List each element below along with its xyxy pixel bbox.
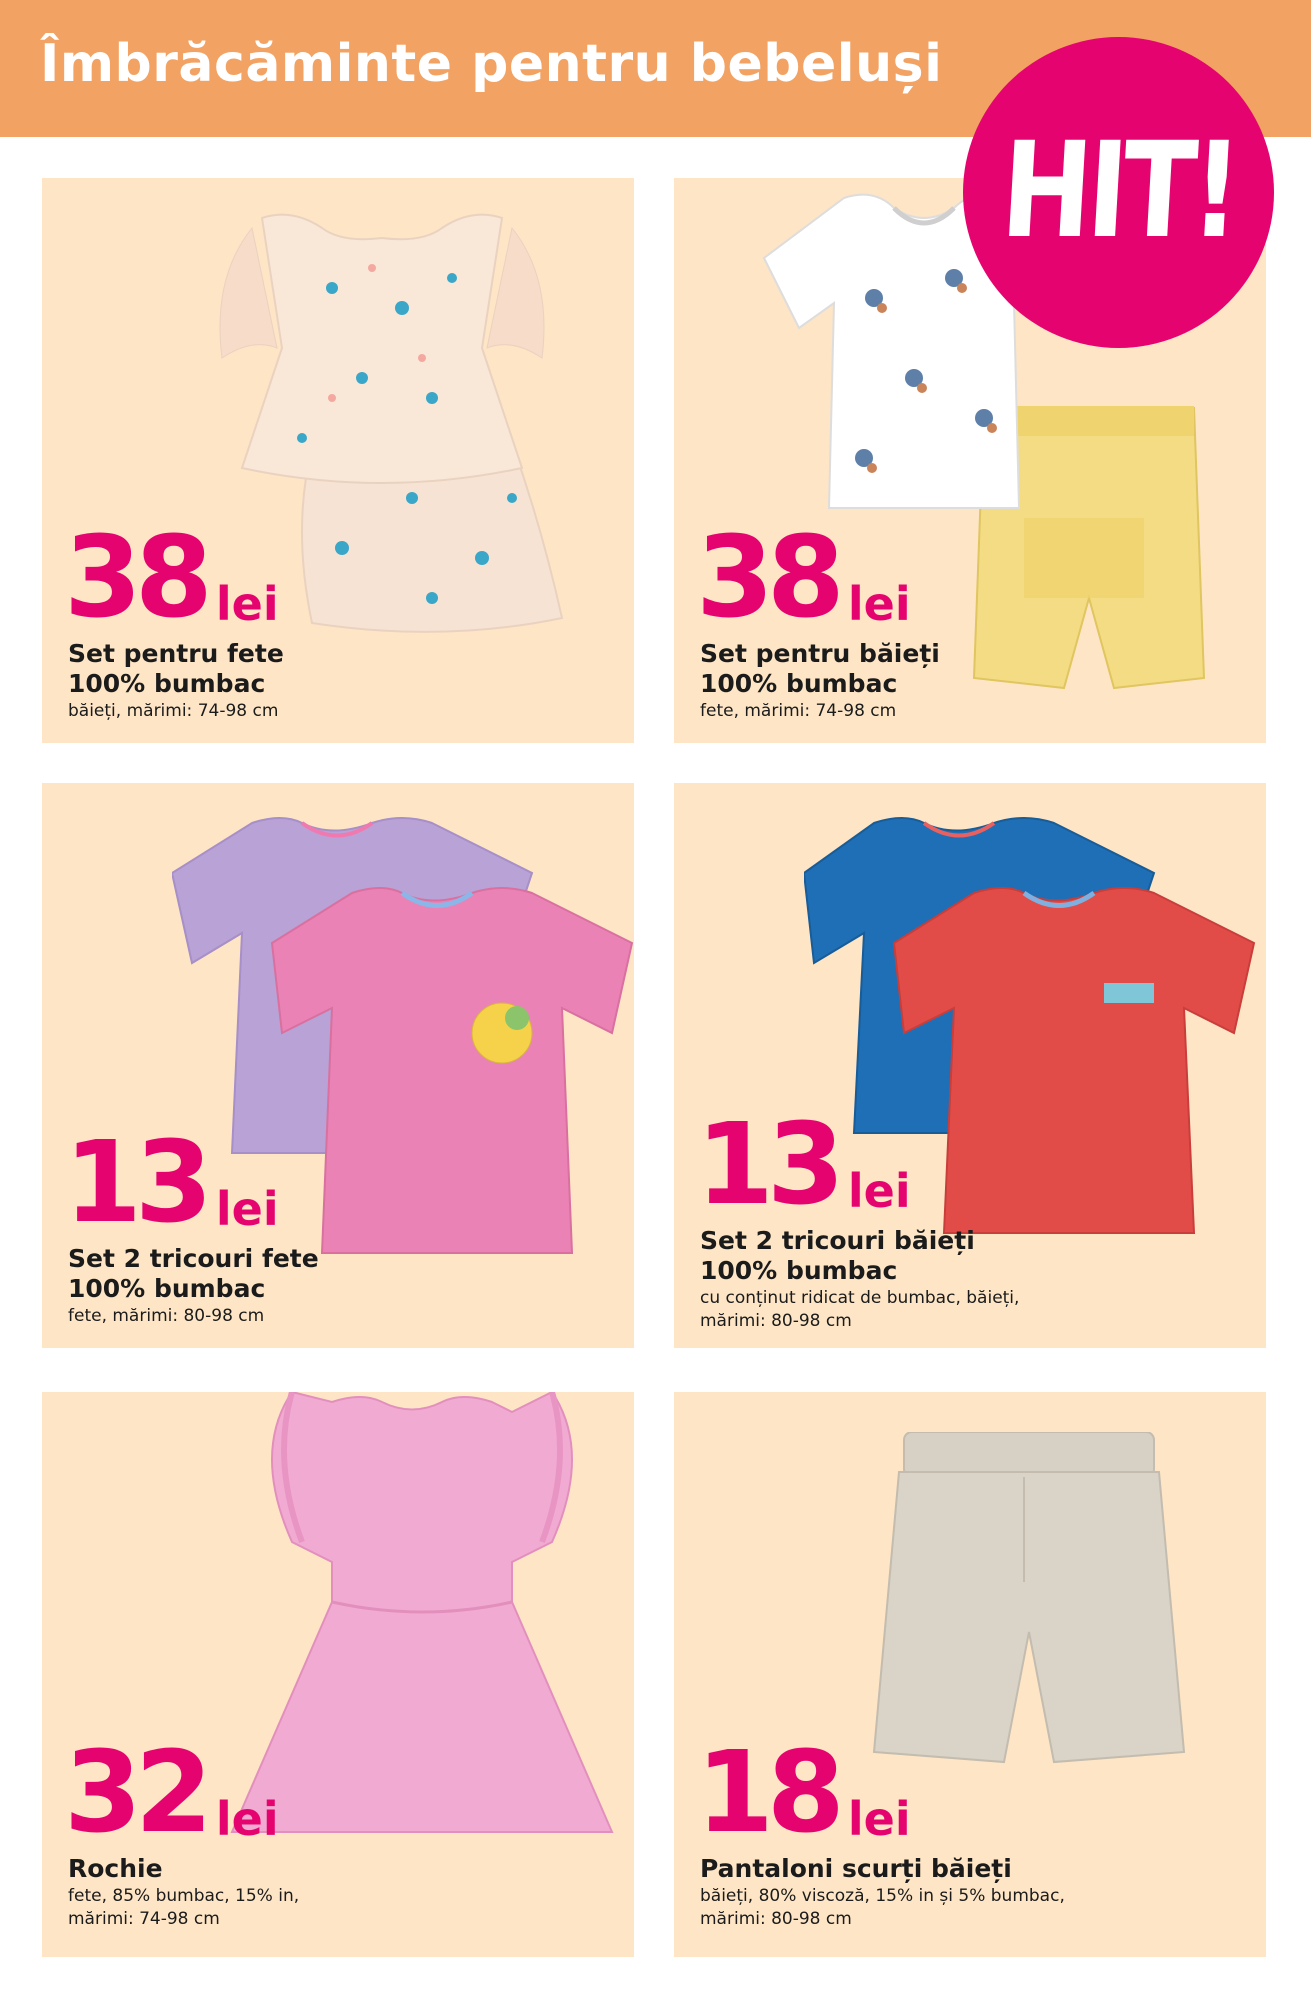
price bbox=[696, 1728, 911, 1858]
product-title: Rochie bbox=[68, 1854, 163, 1883]
price-currency: lei bbox=[847, 1791, 911, 1846]
price bbox=[64, 513, 279, 643]
price bbox=[696, 1100, 911, 1230]
product-card-boys-tshirts[interactable] bbox=[674, 783, 1266, 1348]
product-name bbox=[68, 639, 284, 699]
price-currency: lei bbox=[847, 1163, 911, 1218]
price-value: 13 bbox=[64, 1118, 206, 1248]
beige-shorts-image bbox=[864, 1432, 1194, 1772]
product-details: fete, mărimi: 74-98 cm bbox=[700, 701, 897, 721]
product-details: fete, mărimi: 80-98 cm bbox=[68, 1306, 265, 1326]
price-currency: lei bbox=[215, 1181, 279, 1236]
product-details: băieți, mărimi: 74-98 cm bbox=[68, 701, 279, 721]
product-title: Set pentru fete bbox=[68, 639, 284, 668]
price-value: 38 bbox=[696, 513, 838, 643]
product-material: 100% bumbac bbox=[700, 1256, 898, 1285]
hit-badge bbox=[963, 37, 1274, 348]
product-name bbox=[68, 1244, 319, 1304]
product-card-girls-set[interactable] bbox=[42, 178, 634, 743]
product-material: 100% bumbac bbox=[68, 669, 266, 698]
price-value: 38 bbox=[64, 513, 206, 643]
product-name bbox=[68, 1854, 163, 1884]
boys-tshirts-image bbox=[804, 793, 1264, 1293]
price-currency: lei bbox=[215, 576, 279, 631]
price bbox=[64, 1118, 279, 1248]
product-details: cu conținut ridicat de bumbac, băieți, mărimi: 80-98 cm bbox=[700, 1288, 1020, 1331]
product-details: băieți, 80% viscoză, 15% in și 5% bumbac, mărimi: 80-98 cm bbox=[700, 1886, 1065, 1929]
product-title: Set 2 tricouri băieți bbox=[700, 1226, 975, 1255]
page-title: Îmbrăcăminte pentru bebeluși bbox=[40, 34, 943, 94]
price-currency: lei bbox=[847, 576, 911, 631]
price bbox=[64, 1728, 279, 1858]
product-name bbox=[700, 639, 940, 699]
product-title: Set pentru băieți bbox=[700, 639, 940, 668]
price-value: 18 bbox=[696, 1728, 838, 1858]
product-title: Set 2 tricouri fete bbox=[68, 1244, 319, 1273]
product-title: Pantaloni scurți băieți bbox=[700, 1854, 1012, 1883]
product-card-shorts[interactable] bbox=[674, 1392, 1266, 1957]
product-material: 100% bumbac bbox=[700, 669, 898, 698]
product-name bbox=[700, 1854, 1012, 1884]
product-card-dress[interactable] bbox=[42, 1392, 634, 1957]
price-currency: lei bbox=[215, 1791, 279, 1846]
hit-badge-text: HIT! bbox=[996, 113, 1241, 268]
price-value: 13 bbox=[696, 1100, 838, 1230]
price-value: 32 bbox=[64, 1728, 206, 1858]
product-card-girls-tshirts[interactable] bbox=[42, 783, 634, 1348]
product-material: 100% bumbac bbox=[68, 1274, 266, 1303]
product-name bbox=[700, 1226, 975, 1286]
price bbox=[696, 513, 911, 643]
product-details: fete, 85% bumbac, 15% in, mărimi: 74-98 cm bbox=[68, 1886, 300, 1929]
